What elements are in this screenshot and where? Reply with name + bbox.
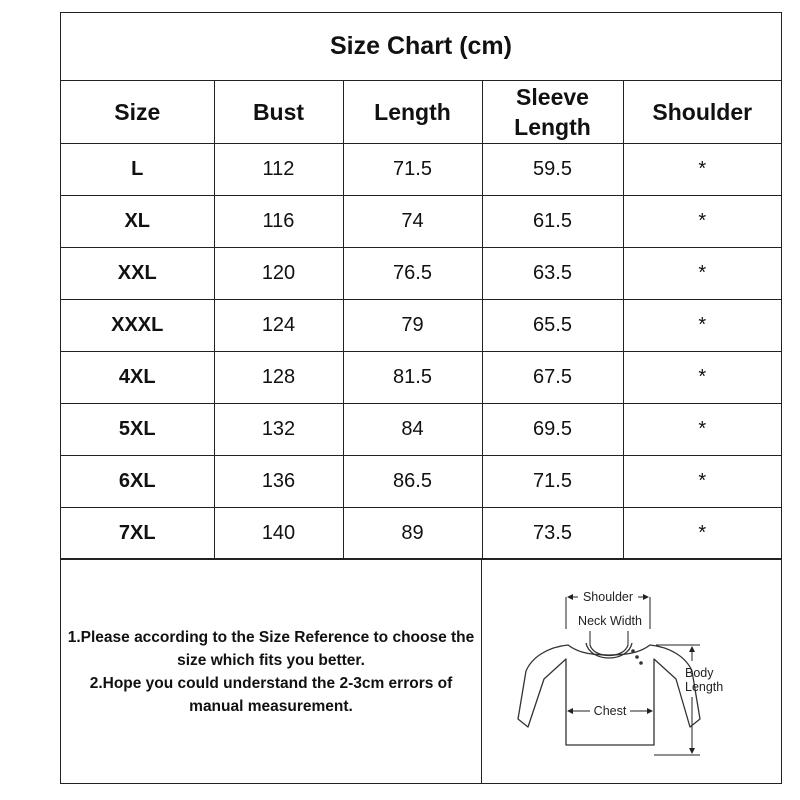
- sweater-diagram-svg: [482, 559, 781, 785]
- header-sleeve-line1: Sleeve: [516, 83, 589, 110]
- bust-cell: 124: [214, 299, 343, 351]
- table-row: [61, 195, 781, 247]
- sleeve-cell: 73.5: [482, 507, 623, 559]
- sleeve-cell: 69.5: [482, 403, 623, 455]
- bust-cell: 120: [214, 247, 343, 299]
- length-cell: 89: [343, 507, 482, 559]
- sleeve-cell: 61.5: [482, 195, 623, 247]
- length-cell: 74: [343, 195, 482, 247]
- bust-cell: 132: [214, 403, 343, 455]
- note-2: 2.Hope you could understand the 2-3cm errors of manual measurement.: [89, 674, 453, 715]
- bust-cell: 128: [214, 351, 343, 403]
- length-cell: 81.5: [343, 351, 482, 403]
- sleeve-cell: 63.5: [482, 247, 623, 299]
- header-size: Size: [61, 81, 214, 143]
- table-row: [61, 143, 781, 195]
- size-cell: 6XL: [61, 455, 214, 507]
- size-cell: L: [61, 143, 214, 195]
- sleeve-cell: 59.5: [482, 143, 623, 195]
- table-row: [61, 455, 781, 507]
- header-sleeve-length: [482, 81, 623, 143]
- length-cell: 79: [343, 299, 482, 351]
- shoulder-label: Shoulder: [582, 590, 634, 604]
- header-row: [61, 81, 781, 143]
- notes-panel: [61, 559, 482, 784]
- size-chart: [60, 12, 782, 784]
- measurement-diagram: [482, 559, 781, 784]
- table-row: [61, 299, 781, 351]
- chest-label: Chest: [593, 704, 627, 718]
- header-bust: Bust: [214, 81, 343, 143]
- header-shoulder: Shoulder: [623, 81, 781, 143]
- size-cell: 7XL: [61, 507, 214, 559]
- bust-cell: 112: [214, 143, 343, 195]
- header-sleeve-line2: Length: [514, 113, 591, 140]
- length-cell: 76.5: [343, 247, 482, 299]
- table-row: [61, 403, 781, 455]
- length-cell: 86.5: [343, 455, 482, 507]
- shoulder-cell: *: [623, 143, 781, 195]
- shoulder-cell: *: [623, 403, 781, 455]
- length-cell: 71.5: [343, 143, 482, 195]
- size-table: [61, 81, 781, 560]
- size-cell: XXL: [61, 247, 214, 299]
- bust-cell: 136: [214, 455, 343, 507]
- sweater-outline-icon: [518, 643, 700, 745]
- shoulder-cell: *: [623, 455, 781, 507]
- bust-cell: 140: [214, 507, 343, 559]
- note-1: 1.Please according to the Size Reference to choose the size which fits you better.: [67, 628, 475, 669]
- table-row: [61, 351, 781, 403]
- sleeve-cell: 65.5: [482, 299, 623, 351]
- size-cell: 5XL: [61, 403, 214, 455]
- length-cell: 84: [343, 403, 482, 455]
- bottom-section: [61, 558, 781, 784]
- body-length-label-line2: Length: [685, 680, 724, 694]
- shoulder-cell: *: [623, 351, 781, 403]
- size-cell: XL: [61, 195, 214, 247]
- size-cell: 4XL: [61, 351, 214, 403]
- header-length: Length: [343, 81, 482, 143]
- chart-title: Size Chart (cm): [61, 13, 781, 81]
- sleeve-cell: 67.5: [482, 351, 623, 403]
- body-length-label-line1: Body: [685, 666, 714, 680]
- shoulder-cell: *: [623, 247, 781, 299]
- shoulder-cell: *: [623, 195, 781, 247]
- bust-cell: 116: [214, 195, 343, 247]
- neck-width-label: Neck Width: [578, 614, 642, 628]
- sleeve-cell: 71.5: [482, 455, 623, 507]
- body-length-measure: [654, 645, 700, 755]
- shoulder-cell: *: [623, 507, 781, 559]
- table-row: [61, 247, 781, 299]
- table-row: [61, 507, 781, 559]
- size-cell: XXXL: [61, 299, 214, 351]
- neck-measure: [590, 631, 628, 645]
- shoulder-cell: *: [623, 299, 781, 351]
